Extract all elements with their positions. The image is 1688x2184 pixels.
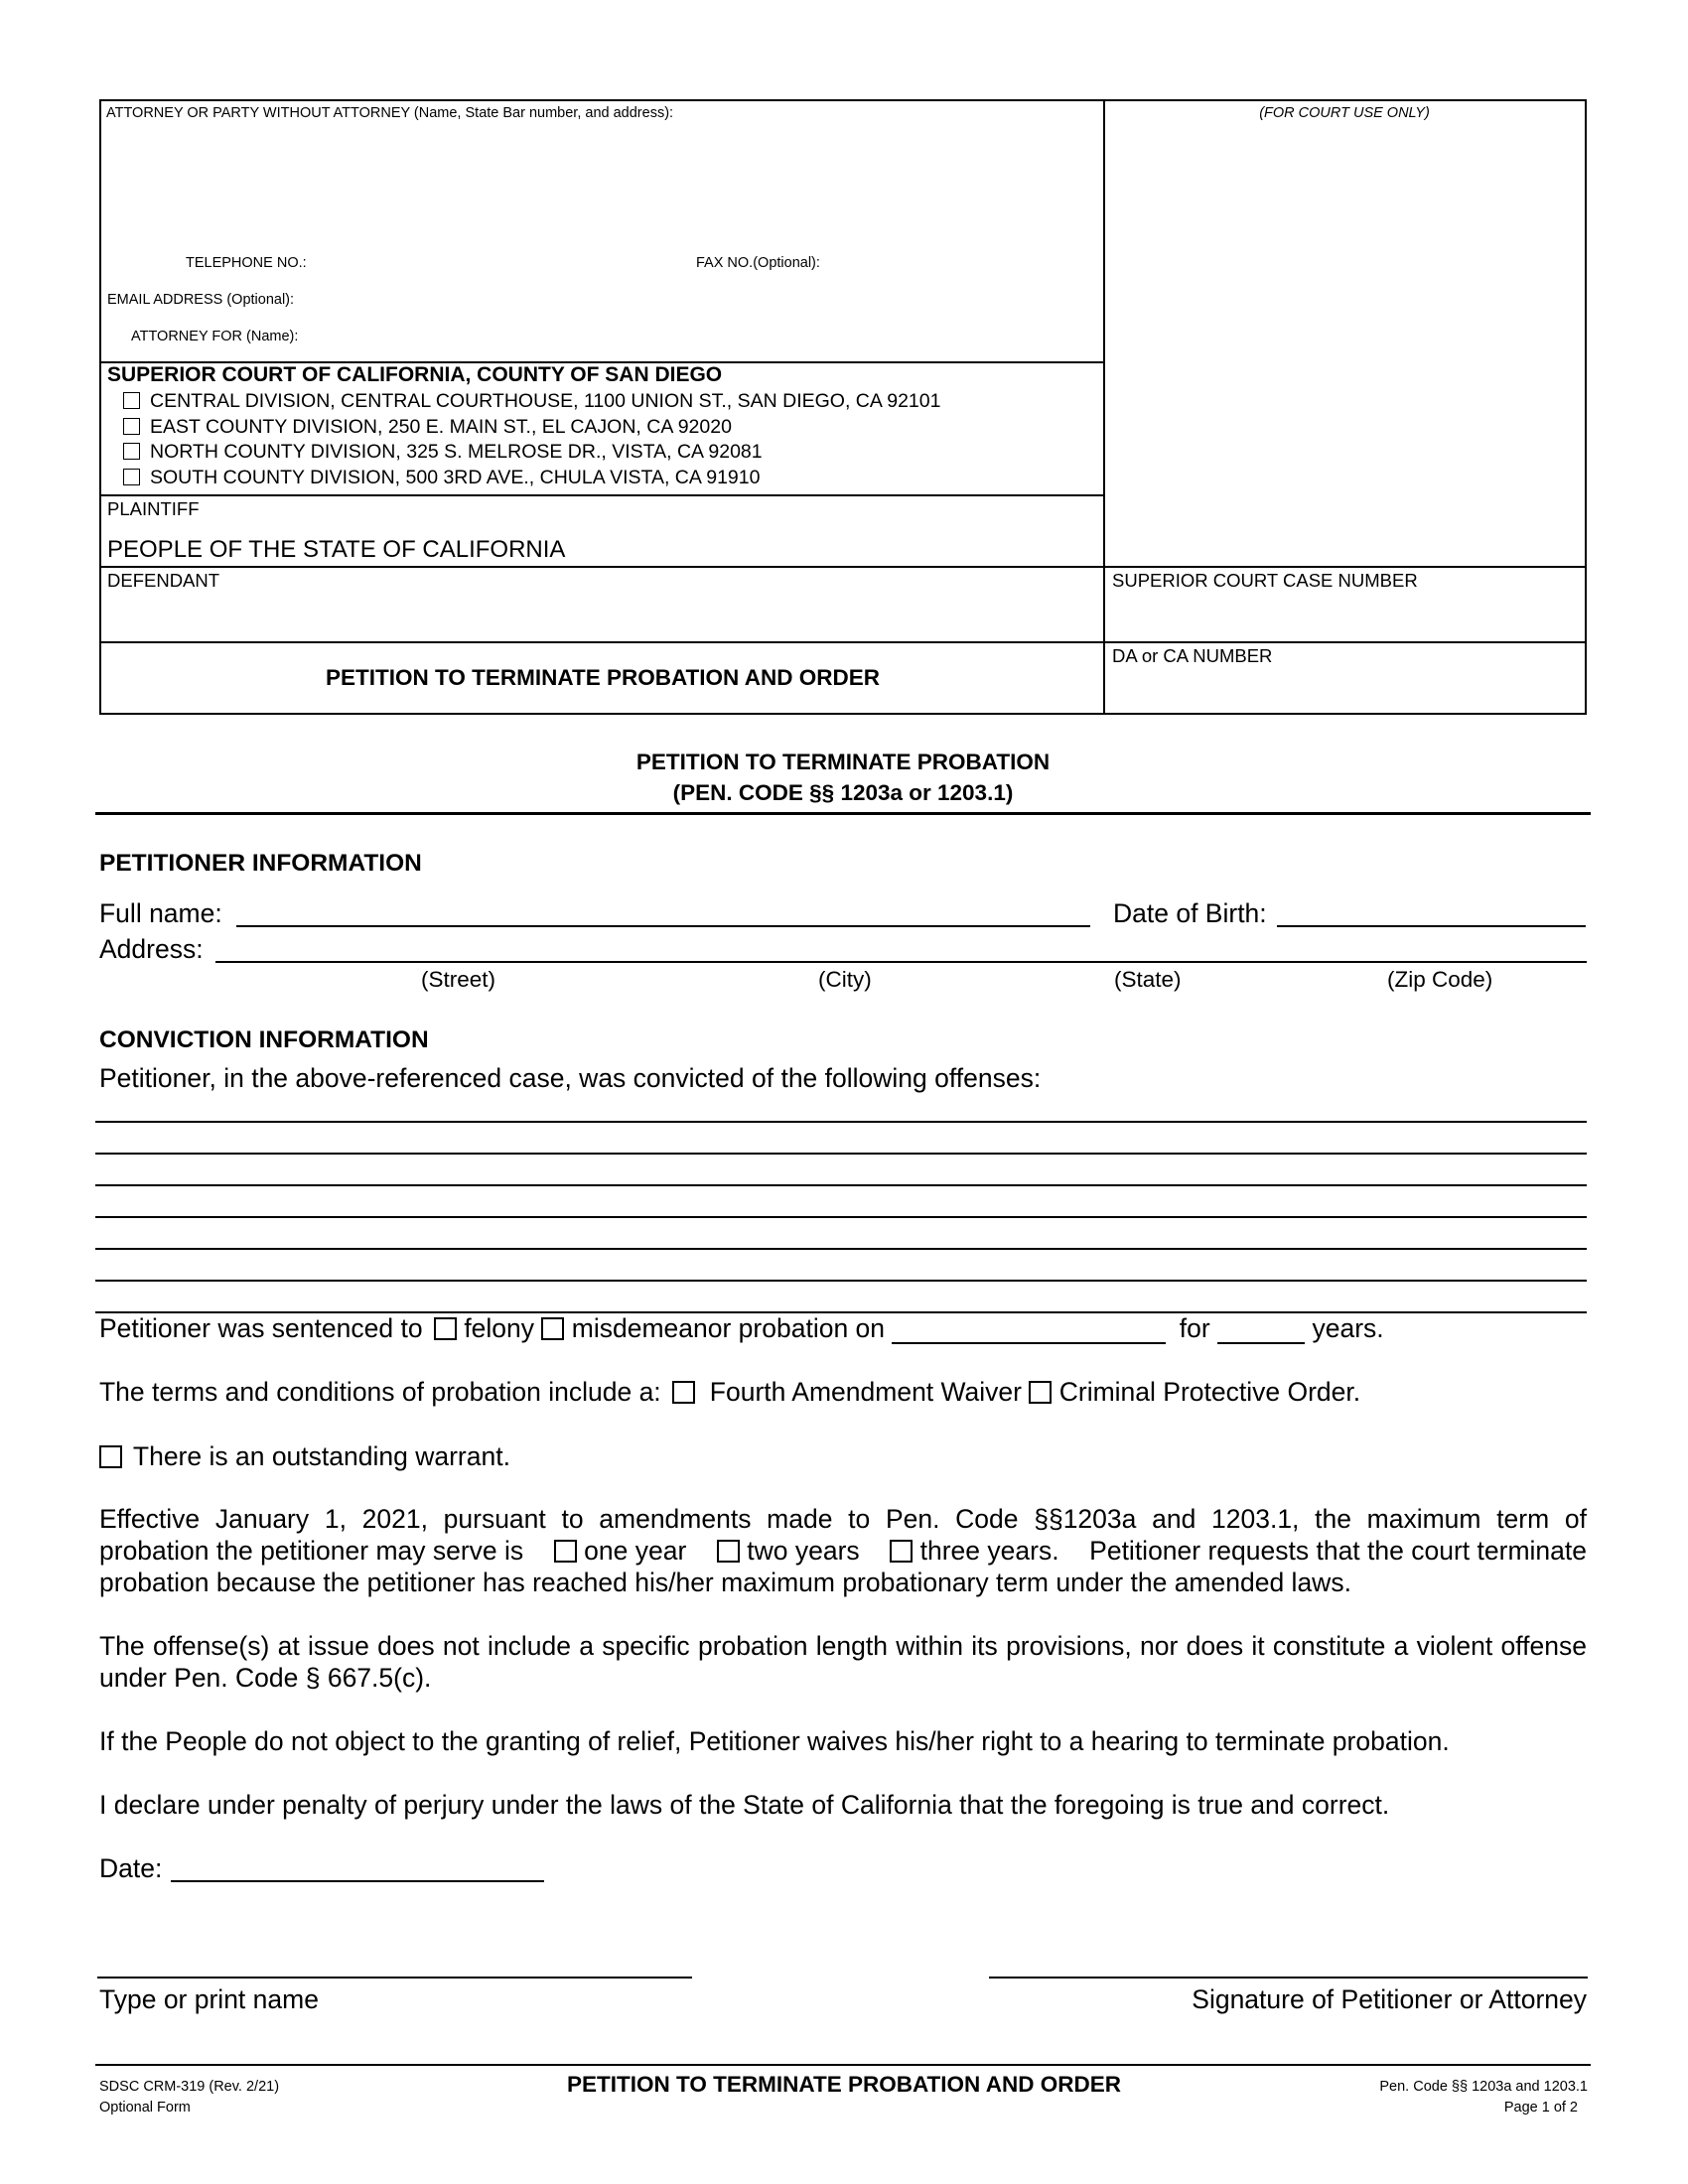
warrant-checkbox[interactable] (99, 1445, 122, 1468)
case-number-label: SUPERIOR COURT CASE NUMBER (1112, 570, 1418, 591)
probation-years-field[interactable] (1217, 1316, 1305, 1344)
two-years-checkbox[interactable] (717, 1540, 740, 1563)
caption-form-title: PETITION TO TERMINATE PROBATION AND ORDER (326, 665, 880, 690)
declare-paragraph: I declare under penalty of perjury under the laws of the State of California that the foregoing is true and correct. (99, 1790, 1390, 1820)
effective-suffix: Petitioner requests that the court terminate (1089, 1536, 1587, 1566)
footer-form-id: SDSC CRM-319 (Rev. 2/21) (99, 2079, 280, 2095)
protective-order-label: Criminal Protective Order. (1058, 1377, 1361, 1407)
checkbox[interactable] (123, 443, 140, 460)
effective-line3: probation because the petitioner has reached his/her maximum probationary term under the amended laws. (99, 1568, 1351, 1597)
felony-label: felony (464, 1313, 535, 1343)
attorney-for-label: ATTORNEY FOR (Name): (131, 329, 299, 344)
division-list (123, 389, 940, 490)
division-north[interactable]: NORTH COUNTY DIVISION, 325 S. MELROSE DR., VISTA, CA 92081 (123, 440, 940, 466)
print-name-line[interactable] (97, 1977, 692, 1979)
footer-optional: Optional Form (99, 2100, 191, 2116)
two-years-label: two years (747, 1536, 860, 1566)
terms-line (99, 1376, 1360, 1408)
terms-prefix: The terms and conditions of probation include a: (99, 1377, 661, 1407)
protective-order-checkbox[interactable] (1029, 1381, 1052, 1404)
petitioner-heading: PETITIONER INFORMATION (99, 850, 422, 877)
effective-line1: Effective January 1, 2021, pursuant to amendments made to Pen. Code §§1203a and 1203.1, the maximum term of (99, 1504, 1587, 1534)
divider-title (101, 641, 1585, 643)
offense-line[interactable] (95, 1121, 1587, 1123)
offense-line[interactable] (95, 1248, 1587, 1250)
waiver-paragraph: If the People do not object to the granting of relief, Petitioner waives his/her right to a hearing to terminate probation. (99, 1726, 1450, 1756)
address-sublabel-street: (Street) (421, 967, 496, 992)
three-years-label: three years. (919, 1536, 1059, 1566)
address-sublabel-city: (City) (818, 967, 872, 992)
division-central[interactable]: CENTRAL DIVISION, CENTRAL COURTHOUSE, 1100 UNION ST., SAN DIEGO, CA 92101 (123, 389, 940, 415)
footer-page: Page 1 of 2 (1503, 2100, 1578, 2116)
petition-title (95, 747, 1591, 808)
caption-vertical-divider (1103, 101, 1105, 713)
checkbox[interactable] (123, 392, 140, 409)
petition-title-line1: PETITION TO TERMINATE PROBATION (635, 750, 1051, 774)
da-ca-label: DA or CA NUMBER (1112, 645, 1273, 666)
plaintiff-value: PEOPLE OF THE STATE OF CALIFORNIA (107, 536, 566, 563)
division-south[interactable]: SOUTH COUNTY DIVISION, 500 3RD AVE., CHULA VISTA, CA 91910 (123, 466, 940, 491)
conviction-text: Petitioner, in the above-referenced case, was convicted of the following offenses: (99, 1063, 1042, 1093)
email-label: EMAIL ADDRESS (Optional): (107, 292, 295, 308)
signature-line[interactable] (989, 1977, 1588, 1979)
checkbox[interactable] (123, 418, 140, 435)
footer-code: Pen. Code §§ 1203a and 1203.1 (1379, 2079, 1588, 2095)
offense-paragraph: The offense(s) at issue does not include a specific probation length within its provisions, nor does it constitute a violent offense under Pen. Code § 667.5(c). (99, 1631, 1587, 1693)
court-use-label: (FOR COURT USE ONLY) (1259, 105, 1430, 121)
for-label: for (1179, 1313, 1210, 1343)
footer-title: PETITION TO TERMINATE PROBATION AND ORDER (567, 2072, 1121, 2097)
fourth-amendment-label: Fourth Amendment Waiver (709, 1377, 1022, 1407)
three-years-checkbox[interactable] (890, 1540, 913, 1563)
signature-label: Signature of Petitioner or Attorney (1192, 1984, 1587, 2014)
offense-line[interactable] (95, 1153, 1587, 1155)
address-sublabel-state: (State) (1114, 967, 1182, 992)
offense-line[interactable] (95, 1280, 1587, 1282)
caption-box (99, 99, 1587, 715)
footer-rule (95, 2064, 1591, 2066)
felony-checkbox[interactable] (434, 1317, 457, 1340)
full-name-label: Full name: (99, 898, 222, 928)
warrant-label: There is an outstanding warrant. (132, 1441, 510, 1471)
checkbox[interactable] (123, 469, 140, 485)
fourth-amendment-checkbox[interactable] (672, 1381, 695, 1404)
effective-paragraph (99, 1503, 1587, 1598)
telephone-label: TELEPHONE NO.: (186, 255, 307, 271)
sentenced-prefix: Petitioner was sentenced to (99, 1313, 423, 1343)
fax-label: FAX NO.(Optional): (696, 255, 820, 271)
one-year-label: one year (584, 1536, 687, 1566)
probation-date-field[interactable] (892, 1316, 1166, 1344)
title-rule (95, 812, 1591, 815)
petition-title-line2: (PEN. CODE §§ 1203a or 1203.1) (672, 780, 1014, 805)
misdemeanor-label: misdemeanor probation on (571, 1313, 886, 1343)
address-label: Address: (99, 934, 204, 964)
effective-prefix: probation the petitioner may serve is (99, 1536, 524, 1566)
division-east[interactable]: EAST COUNTY DIVISION, 250 E. MAIN ST., EL CAJON, CA 92020 (123, 415, 940, 441)
divider-plaintiff (101, 494, 1104, 496)
attorney-label: ATTORNEY OR PARTY WITHOUT ATTORNEY (Name, State Bar number, and address): (106, 105, 674, 121)
dob-field[interactable] (1277, 925, 1586, 927)
one-year-checkbox[interactable] (554, 1540, 577, 1563)
defendant-label: DEFENDANT (107, 570, 220, 591)
date-field[interactable] (171, 1880, 544, 1882)
plaintiff-label: PLAINTIFF (107, 498, 200, 519)
years-label: years. (1312, 1313, 1384, 1343)
divider-defendant (101, 566, 1585, 568)
address-sublabel-zip: (Zip Code) (1387, 967, 1493, 992)
warrant-line (99, 1440, 510, 1472)
dob-label: Date of Birth: (1113, 898, 1267, 928)
offense-line[interactable] (95, 1184, 1587, 1186)
effective-line2 (99, 1535, 1587, 1567)
full-name-field[interactable] (236, 925, 1090, 927)
print-name-label: Type or print name (99, 1984, 319, 2014)
conviction-heading: CONVICTION INFORMATION (99, 1026, 429, 1053)
date-label: Date: (99, 1853, 163, 1883)
offense-line[interactable] (95, 1216, 1587, 1218)
address-field[interactable] (215, 961, 1587, 963)
court-name: SUPERIOR COURT OF CALIFORNIA, COUNTY OF SAN DIEGO (107, 363, 723, 386)
sentenced-line (99, 1312, 1384, 1344)
misdemeanor-checkbox[interactable] (541, 1317, 564, 1340)
